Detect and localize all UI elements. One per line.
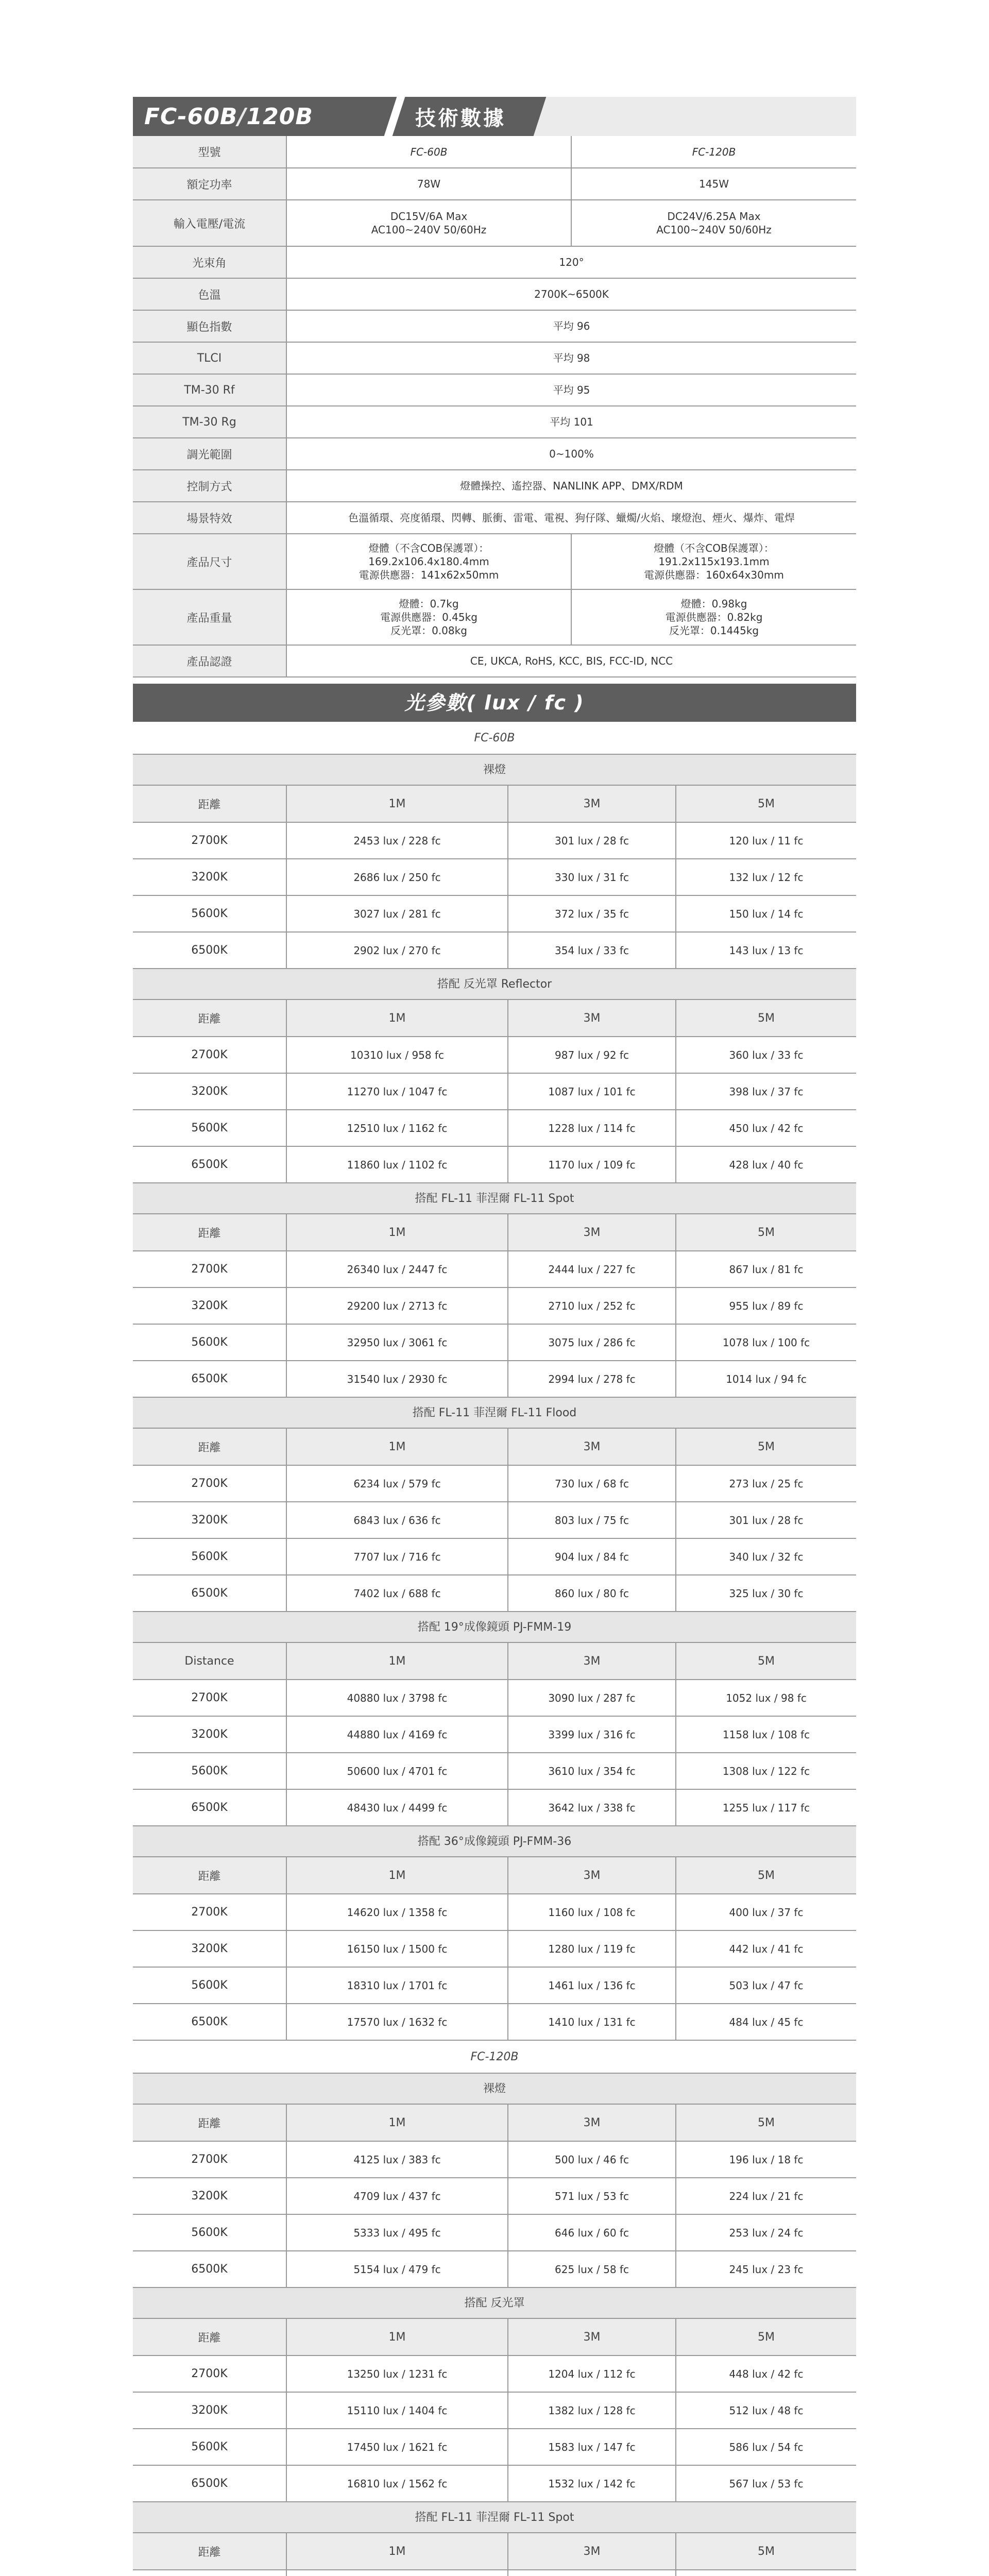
lux-row [133,822,856,859]
spec-row [133,342,856,374]
lux-cell: 442 lux / 41 fc [676,1930,856,1967]
spec-key: TLCI [133,342,286,374]
lux-row [133,1680,856,1716]
lux-cell: 2453 lux / 228 fc [286,822,508,859]
lux-header-cell: 5M [676,2105,856,2141]
lux-cell: 301 lux / 28 fc [676,1502,856,1538]
spec-value: 0~100% [286,438,856,470]
spec-value: 2700K~6500K [286,278,856,310]
spec-key: 產品重量 [133,589,286,645]
lux-cell: 44880 lux / 4169 fc [286,1716,508,1753]
lux-row [133,1146,856,1183]
lux-cell [508,2570,676,2576]
spec-key: TM-30 Rg [133,406,286,438]
spec-key: 輸入電壓/電流 [133,200,286,246]
lux-cell: 301 lux / 28 fc [508,822,676,859]
spec-row [133,438,856,470]
lux-header-cell: 1M [286,2105,508,2141]
lux-cell: 571 lux / 53 fc [508,2178,676,2214]
lux-cell: 5333 lux / 495 fc [286,2214,508,2251]
lux-table [133,2319,856,2502]
lux-cell: 245 lux / 23 fc [676,2251,856,2287]
lux-row [133,1324,856,1361]
lux-cell: 1583 lux / 147 fc [508,2429,676,2465]
lux-cell: 354 lux / 33 fc [508,932,676,969]
title-tail [550,97,856,136]
lux-header-cell: 5M [676,1643,856,1680]
lux-cell: 1160 lux / 108 fc [508,1894,676,1930]
cct-cell: 5600K [133,1110,286,1146]
title-bar [133,97,856,136]
lux-row [133,895,856,932]
lux-cell: 253 lux / 24 fc [676,2214,856,2251]
cct-cell: 3200K [133,1502,286,1538]
spec-row [133,310,856,342]
lux-row [133,2141,856,2178]
lux-cell: 15110 lux / 1404 fc [286,2392,508,2429]
lux-row [133,1930,856,1967]
spec-row [133,278,856,310]
lux-table [133,1857,856,2041]
cct-cell: 3200K [133,859,286,895]
lux-cell: 196 lux / 18 fc [676,2141,856,2178]
lux-cell: 372 lux / 35 fc [508,895,676,932]
lux-row [133,2429,856,2465]
lux-cell: 955 lux / 89 fc [676,1287,856,1324]
lux-header-cell: 1M [286,1857,508,1894]
lux-cell: 1532 lux / 142 fc [508,2465,676,2502]
lux-cell: 1087 lux / 101 fc [508,1073,676,1110]
lux-cell: 12510 lux / 1162 fc [286,1110,508,1146]
lux-header-cell: 距離 [133,1857,286,1894]
lux-header-cell: 3M [508,786,676,822]
lux-cell: 16810 lux / 1562 fc [286,2465,508,2502]
cct-cell: 3200K [133,1073,286,1110]
lux-header-cell: 1M [286,1429,508,1465]
lux-header-row [133,1429,856,1465]
lux-header-cell: 1M [286,2319,508,2355]
spec-value: 平均 96 [286,310,856,342]
lux-cell: 40880 lux / 3798 fc [286,1680,508,1716]
lux-cell: 860 lux / 80 fc [508,1575,676,1612]
lux-header-row [133,786,856,822]
spec-value: 燈體操控、遙控器、NANLINK APP、DMX/RDM [286,470,856,502]
cct-cell: 3200K [133,1716,286,1753]
lux-cell: 428 lux / 40 fc [676,1146,856,1183]
lux-cell: 625 lux / 58 fc [508,2251,676,2287]
photometric-tables [133,722,856,2576]
spec-key: 調光範圍 [133,438,286,470]
lux-cell: 803 lux / 75 fc [508,1502,676,1538]
group-heading: 裸燈 [133,755,856,786]
cct-cell: 6500K [133,2004,286,2040]
spec-row [133,645,856,677]
lux-cell: 143 lux / 13 fc [676,932,856,969]
lux-cell: 50600 lux / 4701 fc [286,1753,508,1789]
lux-header-cell: 3M [508,2105,676,2141]
lux-header-row [133,1857,856,1894]
spec-key: 額定功率 [133,168,286,200]
model-b: 120B [246,103,313,130]
cct-cell: 2700K [133,1465,286,1502]
lux-cell: 987 lux / 92 fc [508,1037,676,1073]
spec-row [133,136,856,168]
lux-header-cell: 距離 [133,2319,286,2355]
lux-row [133,1753,856,1789]
lux-cell [676,2570,856,2576]
lux-header-cell: 3M [508,1000,676,1037]
lux-header-cell: 1M [286,1214,508,1251]
lux-cell: 3642 lux / 338 fc [508,1789,676,1826]
lux-header-cell: 5M [676,1429,856,1465]
lux-row [133,1037,856,1073]
lux-header-row [133,2319,856,2355]
model-sep: / [237,103,247,130]
title-divider [384,97,405,136]
lux-row [133,1073,856,1110]
spec-row [133,246,856,278]
cct-cell: 3200K [133,1287,286,1324]
lux-cell: 224 lux / 21 fc [676,2178,856,2214]
lux-row [133,2392,856,2429]
lux-header-cell: 5M [676,1000,856,1037]
lux-cell: 4709 lux / 437 fc [286,2178,508,2214]
lux-cell: 2994 lux / 278 fc [508,1361,676,1397]
cct-cell: 5600K [133,1967,286,2004]
lux-cell: 120 lux / 11 fc [676,822,856,859]
spec-value-b: 燈體（不含COB保護罩）： 191.2x115x193.1mm 電源供應器：160x64x30mm [571,534,856,589]
lux-cell: 2444 lux / 227 fc [508,1251,676,1287]
lux-row [133,1502,856,1538]
lux-cell: 567 lux / 53 fc [676,2465,856,2502]
group-heading: 搭配 19°成像鏡頭 PJ-FMM-19 [133,1612,856,1643]
model-heading: FC-120B [133,2041,856,2074]
lux-header-cell: 1M [286,786,508,822]
lux-cell: 360 lux / 33 fc [676,1037,856,1073]
model-a: FC-60B [144,103,238,130]
cct-cell: 3200K [133,1930,286,1967]
cct-cell: 2700K [133,2355,286,2392]
lux-cell: 2902 lux / 270 fc [286,932,508,969]
spec-value: 色溫循環、亮度循環、閃轉、脈衝、雷電、電視、狗仔隊、蠟燭/火焰、壞燈泡、煙火、爆炸、電焊 [286,502,856,534]
lux-table [133,786,856,969]
spec-row [133,406,856,438]
cct-cell: 3200K [133,2178,286,2214]
lux-cell [286,2570,508,2576]
spec-key: 光束角 [133,246,286,278]
section-label: 技術數據 [415,106,506,130]
lux-cell: 26340 lux / 2447 fc [286,1251,508,1287]
lux-header-cell: 3M [508,1429,676,1465]
spec-value: CE, UKCA, RoHS, KCC, BIS, FCC-ID, NCC [286,645,856,677]
cct-cell: 3200K [133,2392,286,2429]
lux-cell: 10310 lux / 958 fc [286,1037,508,1073]
lux-cell: 1052 lux / 98 fc [676,1680,856,1716]
lux-cell: 503 lux / 47 fc [676,1967,856,2004]
lux-cell: 730 lux / 68 fc [508,1465,676,1502]
lux-row [133,1894,856,1930]
photometric-title: 光參數( lux / fc ) [133,684,856,722]
lux-row [133,2004,856,2040]
lux-cell: 11270 lux / 1047 fc [286,1073,508,1110]
spec-value-b: 燈體：0.98kg 電源供應器：0.82kg 反光罩：0.1445kg [571,589,856,645]
lux-cell: 1170 lux / 109 fc [508,1146,676,1183]
cct-cell: 2700K [133,1251,286,1287]
lux-header-cell: 距離 [133,1214,286,1251]
cct-cell: 5600K [133,2429,286,2465]
cct-cell: 5600K [133,895,286,932]
cct-cell: 6500K [133,1361,286,1397]
cct-cell: 2700K [133,822,286,859]
lux-cell: 7402 lux / 688 fc [286,1575,508,1612]
cct-cell: 2700K [133,2141,286,2178]
lux-row [133,1287,856,1324]
group-heading: 搭配 FL-11 菲涅爾 FL-11 Flood [133,1398,856,1429]
cct-cell [133,2570,286,2576]
lux-cell: 1158 lux / 108 fc [676,1716,856,1753]
lux-header-row [133,2533,856,2570]
lux-row [133,2355,856,2392]
lux-cell: 150 lux / 14 fc [676,895,856,932]
group-heading: 裸燈 [133,2074,856,2105]
cct-cell: 5600K [133,1538,286,1575]
spec-value: 120° [286,246,856,278]
lux-cell: 1410 lux / 131 fc [508,2004,676,2040]
spec-row [133,168,856,200]
model-title [133,104,313,130]
lux-cell: 31540 lux / 2930 fc [286,1361,508,1397]
lux-cell: 484 lux / 45 fc [676,2004,856,2040]
lux-header-cell: 1M [286,2533,508,2570]
lux-cell: 448 lux / 42 fc [676,2355,856,2392]
spec-key: TM-30 Rf [133,374,286,406]
lux-row [133,1110,856,1146]
lux-cell: 1204 lux / 112 fc [508,2355,676,2392]
spec-value-a: FC-60B [286,136,571,168]
lux-cell: 1461 lux / 136 fc [508,1967,676,2004]
lux-row [133,1251,856,1287]
lux-row [133,1361,856,1397]
lux-header-cell: 5M [676,2533,856,2570]
lux-cell: 13250 lux / 1231 fc [286,2355,508,2392]
lux-table [133,1643,856,1826]
lux-row [133,2465,856,2502]
lux-row [133,932,856,969]
lux-cell: 398 lux / 37 fc [676,1073,856,1110]
lux-cell: 1382 lux / 128 fc [508,2392,676,2429]
lux-cell: 3027 lux / 281 fc [286,895,508,932]
lux-header-cell: 距離 [133,1429,286,1465]
lux-cell: 1255 lux / 117 fc [676,1789,856,1826]
spec-key: 色溫 [133,278,286,310]
lux-header-cell: 1M [286,1000,508,1037]
spec-value-a: 燈體（不含COB保護罩）： 169.2x106.4x180.4mm 電源供應器：141x62x50mm [286,534,571,589]
lux-cell: 400 lux / 37 fc [676,1894,856,1930]
lux-table [133,1429,856,1612]
lux-header-cell: 5M [676,1857,856,1894]
lux-row [133,1716,856,1753]
lux-cell: 132 lux / 12 fc [676,859,856,895]
lux-header-row [133,2105,856,2141]
cct-cell: 6500K [133,1146,286,1183]
cct-cell: 6500K [133,2251,286,2287]
lux-header-cell: 1M [286,1643,508,1680]
spec-value-a: 燈體：0.7kg 電源供應器：0.45kg 反光罩：0.08kg [286,589,571,645]
lux-cell: 1014 lux / 94 fc [676,1361,856,1397]
spec-key: 控制方式 [133,470,286,502]
group-heading: 搭配 反光罩 Reflector [133,969,856,1000]
lux-cell: 17450 lux / 1621 fc [286,2429,508,2465]
lux-cell: 5154 lux / 479 fc [286,2251,508,2287]
lux-cell: 18310 lux / 1701 fc [286,1967,508,2004]
lux-cell: 1308 lux / 122 fc [676,1753,856,1789]
lux-header-cell: 距離 [133,786,286,822]
cct-cell: 2700K [133,1894,286,1930]
lux-row [133,2214,856,2251]
cct-cell: 6500K [133,932,286,969]
lux-row [133,1465,856,1502]
lux-row [133,1967,856,2004]
lux-cell: 1228 lux / 114 fc [508,1110,676,1146]
lux-header-row [133,1643,856,1680]
lux-header-cell: 3M [508,2319,676,2355]
lux-table [133,1000,856,1183]
lux-cell: 16150 lux / 1500 fc [286,1930,508,1967]
lux-header-cell: 3M [508,1214,676,1251]
lux-cell: 48430 lux / 4499 fc [286,1789,508,1826]
lux-cell: 11860 lux / 1102 fc [286,1146,508,1183]
lux-cell: 6234 lux / 579 fc [286,1465,508,1502]
spec-value: 平均 98 [286,342,856,374]
group-heading: 搭配 反光罩 [133,2288,856,2319]
lux-row [133,2178,856,2214]
spec-row [133,534,856,589]
spec-row [133,502,856,534]
lux-cell: 7707 lux / 716 fc [286,1538,508,1575]
spec-table [133,136,856,677]
cct-cell: 6500K [133,1575,286,1612]
lux-cell: 450 lux / 42 fc [676,1110,856,1146]
lux-cell: 330 lux / 31 fc [508,859,676,895]
spec-key: 場景特效 [133,502,286,534]
spec-value: 平均 101 [286,406,856,438]
spec-value: 平均 95 [286,374,856,406]
lux-cell: 646 lux / 60 fc [508,2214,676,2251]
lux-cell: 867 lux / 81 fc [676,1251,856,1287]
lux-header-row [133,1214,856,1251]
lux-table [133,2533,856,2576]
cct-cell: 6500K [133,2465,286,2502]
lux-row [133,859,856,895]
spec-value-a: DC15V/6A Max AC100~240V 50/60Hz [286,200,571,246]
lux-row [133,2251,856,2287]
spec-key: 顯色指數 [133,310,286,342]
lux-header-cell: 3M [508,1857,676,1894]
spec-row [133,589,856,645]
spec-value-b: FC-120B [571,136,856,168]
lux-cell: 1280 lux / 119 fc [508,1930,676,1967]
model-heading: FC-60B [133,722,856,755]
lux-cell: 512 lux / 48 fc [676,2392,856,2429]
lux-cell: 273 lux / 25 fc [676,1465,856,1502]
lux-cell: 1078 lux / 100 fc [676,1324,856,1361]
cct-cell: 2700K [133,1037,286,1073]
lux-cell: 586 lux / 54 fc [676,2429,856,2465]
lux-header-cell: 距離 [133,2105,286,2141]
lux-header-row [133,1000,856,1037]
lux-cell: 29200 lux / 2713 fc [286,1287,508,1324]
cct-cell: 5600K [133,1324,286,1361]
lux-cell: 340 lux / 32 fc [676,1538,856,1575]
lux-header-cell: 5M [676,786,856,822]
lux-cell: 32950 lux / 3061 fc [286,1324,508,1361]
lux-cell: 500 lux / 46 fc [508,2141,676,2178]
lux-cell: 2710 lux / 252 fc [508,1287,676,1324]
lux-cell: 3610 lux / 354 fc [508,1753,676,1789]
lux-row [133,1538,856,1575]
cct-cell: 6500K [133,1789,286,1826]
lux-row [133,2570,856,2576]
spec-value-b: DC24V/6.25A Max AC100~240V 50/60Hz [571,200,856,246]
cct-cell: 2700K [133,1680,286,1716]
spec-key: 型號 [133,136,286,168]
lux-header-cell: Distance [133,1643,286,1680]
spec-sheet [133,97,856,2576]
lux-cell: 3399 lux / 316 fc [508,1716,676,1753]
group-heading: 搭配 36°成像鏡頭 PJ-FMM-36 [133,1826,856,1857]
spec-key: 產品尺寸 [133,534,286,589]
lux-header-cell: 距離 [133,1000,286,1037]
lux-header-cell: 3M [508,1643,676,1680]
cct-cell: 5600K [133,1753,286,1789]
lux-cell: 3090 lux / 287 fc [508,1680,676,1716]
lux-header-cell: 距離 [133,2533,286,2570]
lux-table [133,1214,856,1398]
spec-row [133,200,856,246]
lux-cell: 6843 lux / 636 fc [286,1502,508,1538]
spec-row [133,470,856,502]
lux-cell: 325 lux / 30 fc [676,1575,856,1612]
lux-cell: 3075 lux / 286 fc [508,1324,676,1361]
spec-key: 產品認證 [133,645,286,677]
group-heading: 搭配 FL-11 菲涅爾 FL-11 Spot [133,1183,856,1214]
lux-header-cell: 5M [676,1214,856,1251]
lux-cell: 14620 lux / 1358 fc [286,1894,508,1930]
lux-cell: 2686 lux / 250 fc [286,859,508,895]
spec-row [133,374,856,406]
lux-cell: 17570 lux / 1632 fc [286,2004,508,2040]
cct-cell: 5600K [133,2214,286,2251]
lux-cell: 904 lux / 84 fc [508,1538,676,1575]
lux-table [133,2105,856,2288]
spec-value-a: 78W [286,168,571,200]
group-heading: 搭配 FL-11 菲涅爾 FL-11 Spot [133,2502,856,2533]
lux-row [133,1575,856,1612]
lux-header-cell: 5M [676,2319,856,2355]
lux-row [133,1789,856,1826]
lux-header-cell: 3M [508,2533,676,2570]
spec-value-b: 145W [571,168,856,200]
lux-cell: 4125 lux / 383 fc [286,2141,508,2178]
